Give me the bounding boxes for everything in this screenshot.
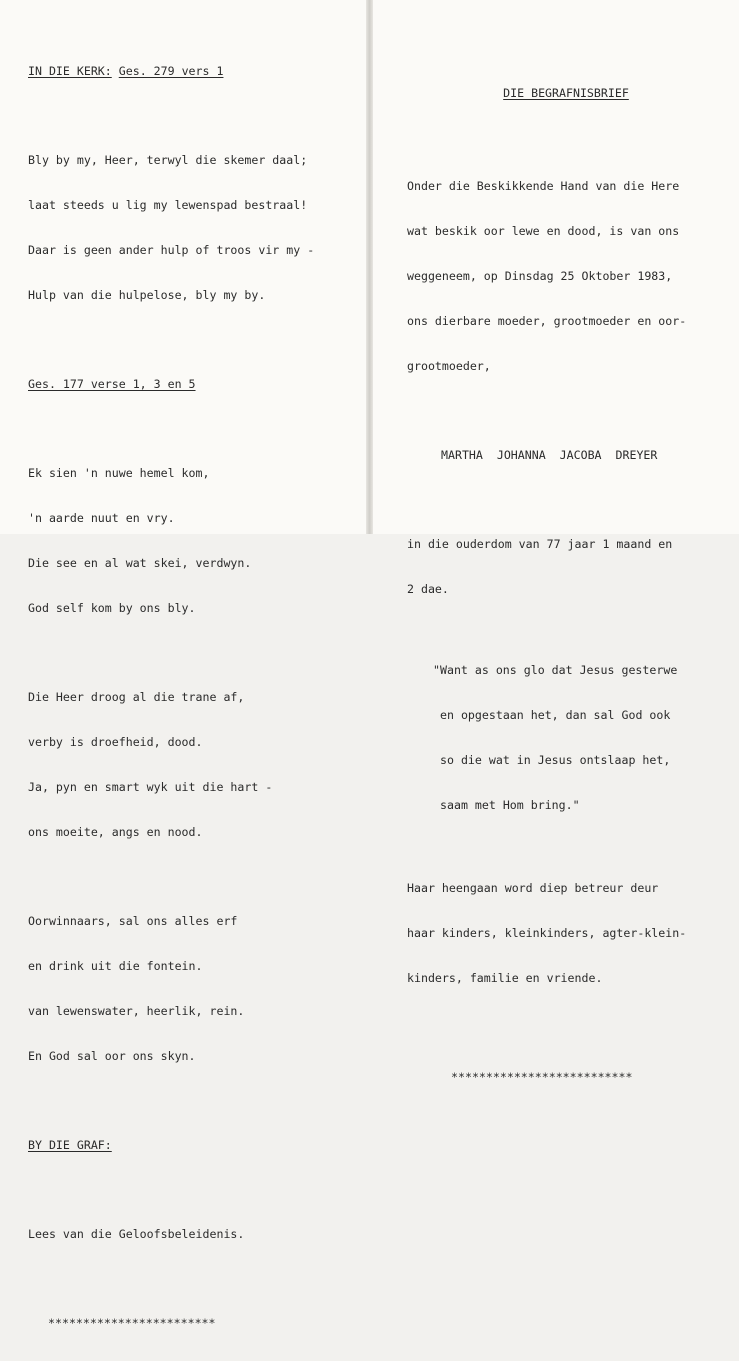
intro-line: grootmoeder, bbox=[407, 359, 491, 373]
stars-divider: ************************ bbox=[48, 1316, 216, 1330]
hymn-line: en drink uit die fontein. bbox=[28, 959, 203, 973]
hymn-line: ons moeite, angs en nood. bbox=[28, 825, 203, 839]
hymn-line: Hulp van die hulpelose, bly my by. bbox=[28, 288, 266, 302]
mourners-line: kinders, familie en vriende. bbox=[407, 971, 603, 985]
age-line: 2 dae. bbox=[407, 582, 449, 596]
hymn-line: Ja, pyn en smart wyk uit die hart - bbox=[28, 780, 273, 794]
heading-by-die-graf: BY DIE GRAF: bbox=[28, 1138, 112, 1152]
intro-line: weggeneem, op Dinsdag 25 Oktober 1983, bbox=[407, 269, 673, 283]
left-page bbox=[0, 0, 366, 1330]
hymn-line: God self kom by ons bly. bbox=[28, 601, 196, 615]
intro-line: wat beskik oor lewe en dood, is van ons bbox=[407, 224, 680, 238]
hymn-line: 'n aarde nuut en vry. bbox=[28, 511, 175, 525]
scripture-quote-line: en opgestaan het, dan sal God ook bbox=[440, 708, 671, 722]
hymn-line: En God sal oor ons skyn. bbox=[28, 1049, 196, 1063]
mourners-line: haar kinders, kleinkinders, agter-klein- bbox=[407, 926, 687, 940]
grave-text: Lees van die Geloofsbeleidenis. bbox=[28, 1227, 245, 1241]
hymn-line: verby is droefheid, dood. bbox=[28, 735, 203, 749]
letter-title: DIE BEGRAFNISBRIEF bbox=[503, 86, 629, 100]
right-page-text bbox=[407, 56, 725, 1115]
hymn-line: Die Heer droog al die trane af, bbox=[28, 690, 245, 704]
hymn-line: Die see en al wat skei, verdwyn. bbox=[28, 556, 252, 570]
stars-divider: ************************** bbox=[451, 1070, 633, 1084]
intro-line: Onder die Beskikkende Hand van die Here bbox=[407, 179, 680, 193]
deceased-name: MARTHA JOHANNA JACOBA DREYER bbox=[441, 448, 658, 462]
hymn-line: Ek sien 'n nuwe hemel kom, bbox=[28, 466, 210, 480]
left-page-text bbox=[28, 34, 314, 1361]
mourners-line: Haar heengaan word diep betreur deur bbox=[407, 881, 659, 895]
page-fold bbox=[366, 0, 373, 534]
scripture-quote-line: so die wat in Jesus ontslaap het, bbox=[440, 753, 671, 767]
hymn-line: Bly by my, Heer, terwyl die skemer daal; bbox=[28, 153, 308, 167]
hymn-line: van lewenswater, heerlik, rein. bbox=[28, 1004, 245, 1018]
right-page bbox=[373, 0, 739, 1084]
heading-ges-177: Ges. 177 verse 1, 3 en 5 bbox=[28, 377, 196, 391]
heading-in-die-kerk: IN DIE KERK: Ges. 279 vers 1 bbox=[28, 64, 224, 78]
hymn-line: laat steeds u lig my lewenspad bestraal! bbox=[28, 198, 308, 212]
scripture-quote-line: "Want as ons glo dat Jesus gesterwe bbox=[433, 663, 678, 677]
age-line: in die ouderdom van 77 jaar 1 maand en bbox=[407, 537, 673, 551]
hymn-line: Daar is geen ander hulp of troos vir my - bbox=[28, 243, 315, 257]
hymn-line: Oorwinnaars, sal ons alles erf bbox=[28, 914, 238, 928]
intro-line: ons dierbare moeder, grootmoeder en oor- bbox=[407, 314, 687, 328]
scripture-quote-line: saam met Hom bring." bbox=[440, 798, 580, 812]
